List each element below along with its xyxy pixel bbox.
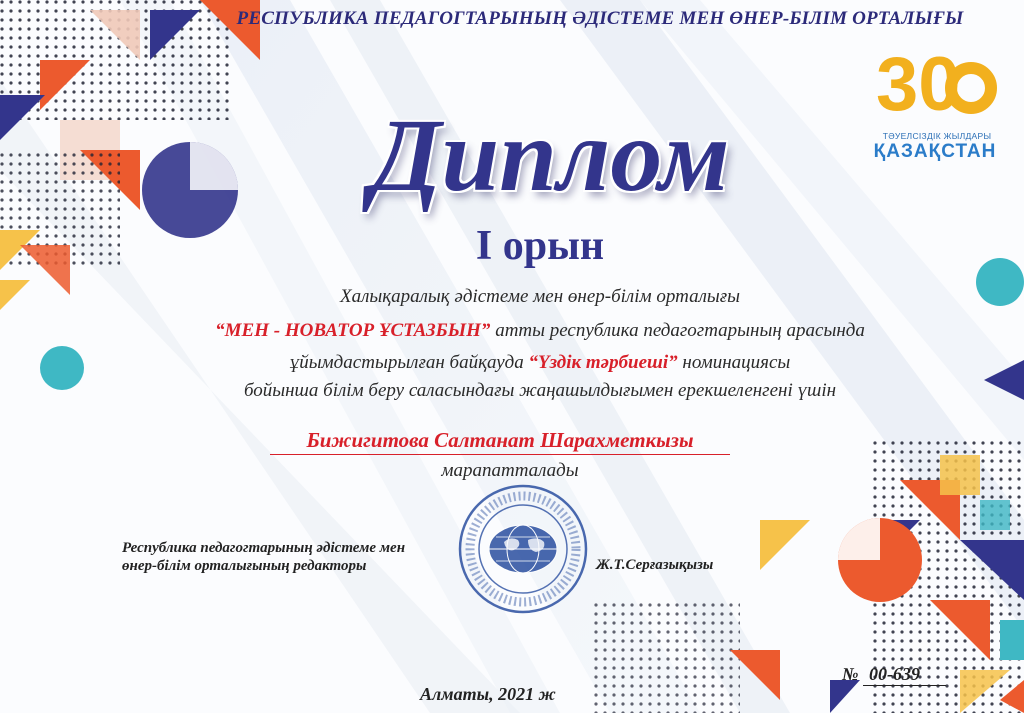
body-line-4: бойынша білім беру саласындағы жаңашылдығымен ерекшеленгені үшін	[243, 380, 837, 401]
body-line-3	[150, 352, 930, 374]
signer-name: Ж.Т.Серғазықызы	[596, 557, 714, 573]
globe-icon	[489, 525, 557, 573]
place-label: I орын	[475, 223, 605, 269]
logo-country: ҚАЗАҚСТАН	[873, 141, 997, 162]
city-and-year: Алматы, 2021 ж	[420, 684, 556, 704]
editor-line-2: өнер-білім орталығының редакторы	[122, 558, 367, 574]
body-line-2	[150, 320, 930, 342]
logo-tagline: ТӘУЕЛСІЗДІК ЖЫЛДАРЫ	[882, 131, 992, 141]
number-label: №	[842, 664, 859, 684]
awardee-name: Бижигитова Салтанат Шарахметкызы	[270, 428, 730, 455]
nomination-name: “Үздік тәрбиеші”	[528, 352, 678, 373]
body-line-3-start: ұйымдастырылған байқауда	[289, 352, 529, 373]
editor-title	[122, 539, 462, 575]
body-line-1: Халықаралық әдістеме мен өнер-білім орталығы	[339, 286, 740, 307]
number-value: 00-639	[863, 664, 946, 686]
diploma-number	[842, 664, 972, 686]
body-line-3-end: номинациясы	[677, 352, 791, 373]
editor-line-1: Республика педагогтарының әдістеме мен	[122, 540, 406, 556]
organization-header: РЕСПУБЛИКА ПЕДАГОГТАРЫНЫҢ ӘДІСТЕМЕ МЕН ӨНЕР-БІЛІМ ОРТАЛЫҒЫ	[236, 8, 964, 29]
contest-name: “МЕН - НОВАТОР ҰСТАЗБЫН”	[215, 320, 491, 341]
diploma-title: Диплом	[370, 98, 730, 213]
awarded-label: марапатталады	[441, 460, 579, 481]
logo-number: 30	[876, 42, 961, 127]
body-line-2-rest: атты республика педагогтарының арасында	[490, 320, 865, 341]
official-stamp	[456, 482, 590, 616]
